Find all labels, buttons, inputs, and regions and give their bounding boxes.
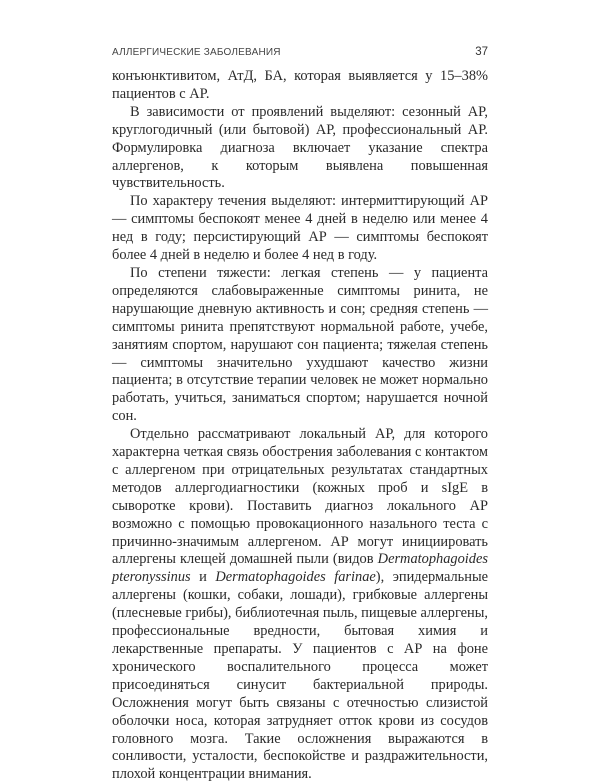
species-name: Dermatophagoides pteronyssinus	[112, 551, 488, 586]
paragraph: конъюнктивитом, АтД, БА, которая выявляется у 15–38% пациентов с АР.	[112, 68, 488, 102]
paragraph: Отдельно рассматривают локальный АР, для которого характерна четкая связь обострения заболевания с контактом с аллергеном при отрицательных результатах стандартных методов аллергодиагностики (кожных проб и sIgE в сыворотке крови). Поставить диагноз локального АР возможно с помощью провокационного назального теста с причинно-значимым аллергеном. АР могут инициировать аллергены клещей домашней пыли (видов Dermatophagoides pteronyssinus и Dermatophagoides farinae), эпидермальные аллергены (кошки, собаки, лошади), грибковые аллергены (плесневые грибы), библиотечная пыль, пищевые аллергены, профессиональные вредности, бытовая химия и лекарственные препараты. У пациентов с АР на фоне хронического воспалительного процесса может присоединяться синусит бактериальной природы. Осложнения могут быть связаны с отечностью слизистой оболочки носа, которая затрудняет отток крови из сосудов головного мозга. Такие осложнения выражаются в сонливости, усталости, беспокойстве и раздражительности, плохой концентрации внимания.	[112, 426, 489, 783]
species-name: Dermatophagoides farinae	[215, 569, 376, 586]
running-header	[112, 44, 488, 60]
paragraph: В зависимости от проявлений выделяют: сезонный АР, круглогодичный (или бытовой) АР, профессиональный АР. Формулировка диагноза включает указание спектра аллергенов, к которым выявлена повышенная чувствительность.	[112, 103, 488, 192]
paragraph: По характеру течения выделяют: интермиттирующий АР — симптомы беспокоят менее 4 дней в неделю или менее 4 нед в году; персистирующий АР — симптомы беспокоят более 4 дней в неделю и более 4 нед в году.	[112, 193, 488, 264]
body-text	[112, 68, 488, 784]
section-title: АЛЛЕРГИЧЕСКИЕ ЗАБОЛЕВАНИЯ	[112, 46, 281, 58]
paragraph: По степени тяжести: легкая степень — у пациента определяются слабовыраженные симптомы ринита, не нарушающие дневную активность и сон; средняя степень — симптомы ринита препятствуют нормальной работе, учебе, занятиям спортом, нарушают сон пациента; тяжелая степень — симптомы значительно ухудшают качество жизни пациента; в отсутствие терапии человек не может нормально работать, учиться, заниматься спортом; нарушается ночной сон.	[112, 264, 488, 425]
page-number: 37	[475, 46, 488, 58]
